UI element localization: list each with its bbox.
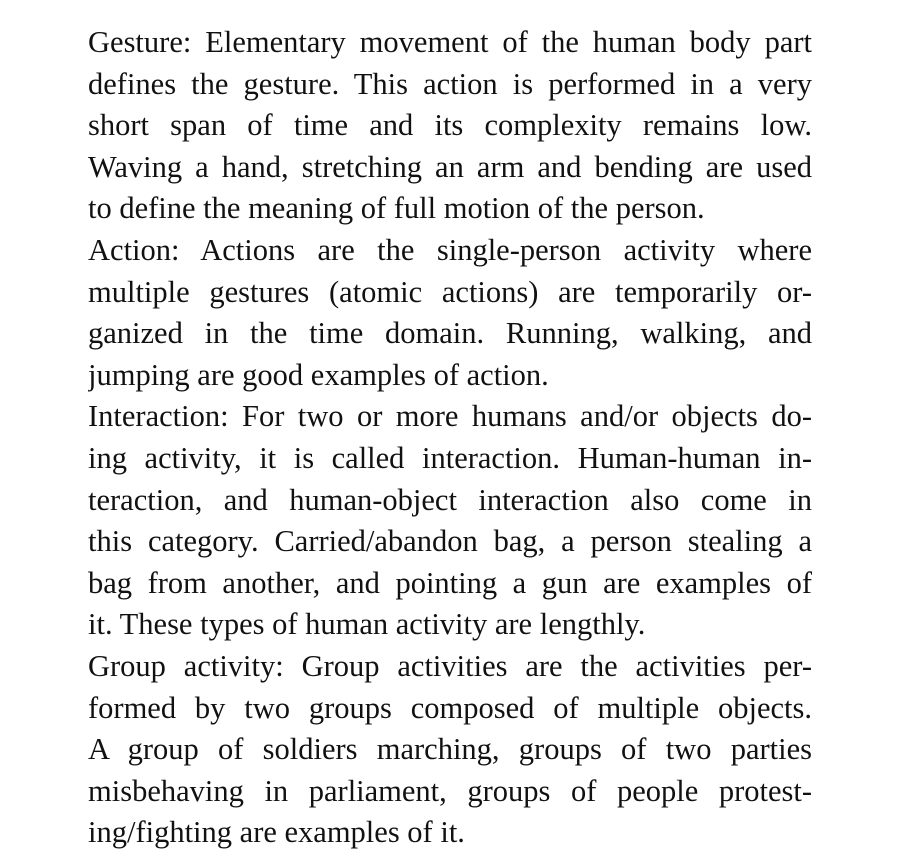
item-text-line: teraction, and human-object interaction also come in (88, 482, 812, 517)
item-text-line: short span of time and its complexity remains low. (88, 108, 812, 143)
list-item-gesture (0, 22, 812, 230)
item-text-line: bag from another, and pointing a gun are examples of (88, 565, 812, 600)
item-text-line: formed by two groups composed of multiple objects. (88, 690, 812, 725)
item-text-line: ing activity, it is called interaction. Human-human in- (88, 440, 812, 475)
item-text-line: Action: Actions are the single-person activity where (88, 232, 812, 267)
item-text-line: Group activity: Group activities are the activities per- (88, 648, 812, 683)
item-text-line: this category. Carried/abandon bag, a person stealing a (88, 524, 812, 559)
item-text-line: jumping are good examples of action. (88, 357, 549, 392)
item-text-line: multiple gestures (atomic actions) are temporarily or- (88, 274, 812, 309)
item-text-line: ganized in the time domain. Running, walking, and (88, 316, 812, 351)
list-item-group-activity (0, 646, 812, 854)
item-text-line: Gesture: Elementary movement of the human body part (88, 25, 812, 59)
item-text-line: defines the gesture. This action is performed in a very (88, 66, 812, 101)
activity-levels-list (0, 22, 901, 854)
list-item-interaction (0, 396, 812, 646)
list-item-action (0, 230, 812, 396)
item-text-line: Waving a hand, stretching an arm and bending are used (88, 149, 812, 184)
item-text-line: Interaction: For two or more humans and/or objects do- (88, 399, 812, 434)
item-text-line: to define the meaning of full motion of the person. (88, 191, 705, 226)
item-text-line: A group of soldiers marching, groups of two parties (88, 732, 812, 767)
item-text-line: misbehaving in parliament, groups of people protest- (88, 773, 812, 808)
item-text-line: ing/fighting are examples of it. (88, 815, 465, 850)
item-text-line: it. These types of human activity are lengthly. (88, 607, 646, 642)
